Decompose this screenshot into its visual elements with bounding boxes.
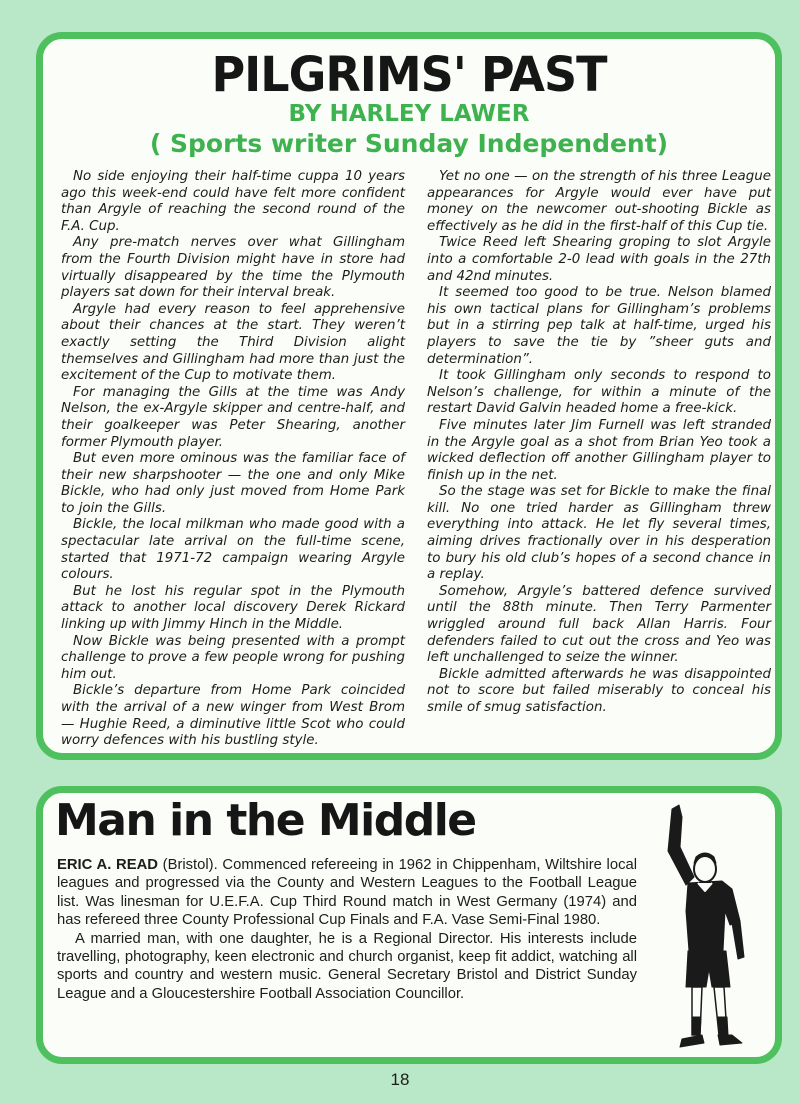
- paragraph: Twice Reed left Shearing groping to slot Argyle into a comfortable 2-0 lead with goals in the 27th and 42nd minutes.: [427, 235, 771, 284]
- referee-name: ERIC A. READ: [57, 857, 158, 873]
- page-number: 18: [390, 1070, 410, 1089]
- profile-panel: [36, 786, 782, 1064]
- profile-title: Man in the Middle: [55, 795, 476, 846]
- author-role: ( Sports writer Sunday Independent): [149, 129, 669, 158]
- paragraph: For managing the Gills at the time was Andy Nelson, the ex-Argyle skipper and centre-half, and their goalkeeper was Peter Shearing, another former Plymouth player.: [61, 384, 405, 450]
- article-panel: [36, 32, 782, 760]
- article-column-left: [61, 169, 405, 750]
- paragraph: Bickle admitted afterwards he was disappointed not to score but failed miserably to conceal his smile of smug satisfaction.: [427, 666, 771, 715]
- paragraph: So the stage was set for Bickle to make the final kill. No one tried harder as Gillingham threw everything into attack. He let fly several times, aiming drives fractionally over in his desperation to bury his old club’s hopes of a second chance in a replay.: [427, 484, 771, 583]
- paragraph: Now Bickle was being presented with a prompt challenge to prove a few people wrong for pushing him out.: [61, 633, 405, 682]
- paragraph: It seemed too good to be true. Nelson blamed his own tactical plans for Gillingham’s problems but in a stirring pep talk at half-time, urged his players to save the tie by ”sheer guts and determination”.: [427, 285, 771, 367]
- paragraph: But even more ominous was the familiar face of their new sharpshooter — the one and only Mike Bickle, who had only just moved from Home Park to join the Gills.: [61, 451, 405, 516]
- paragraph: Argyle had every reason to feel apprehensive about their chances at the start. They weren’t exactly setting the Third Division alight themselves and Gillingham had more than just the excitement of the Cup to motivate them.: [61, 301, 405, 384]
- paragraph: Five minutes later Jim Furnell was left stranded in the Argyle goal as a shot from Brian Yeo took a wicked deflection off another Gillingham player to finish up in the net.: [427, 417, 771, 483]
- profile-bio: [57, 856, 637, 1003]
- paragraph: No side enjoying their half-time cuppa 10 years ago this week-end could have felt more confident than Argyle of reaching the second round of the F.A. Cup.: [61, 169, 405, 234]
- paragraph: Bickle’s departure from Home Park coincided with the arrival of a new winger from West Brom — Hughie Reed, a diminutive little Scot who could worry defences with his bustling style.: [61, 683, 405, 749]
- article-title: PILGRIMS' PAST: [211, 45, 607, 103]
- paragraph: But he lost his regular spot in the Plymouth attack to another local discovery Derek Rickard linking up with Jimmy Hinch in the Middle.: [61, 583, 405, 633]
- paragraph: Bickle, the local milkman who made good with a spectacular late arrival on the full-time scene, started that 1971-72 campaign wearing Argyle colours.: [61, 517, 405, 583]
- paragraph: Any pre-match nerves over what Gillingham from the Fourth Division might have in store had virtually disappeared by the time the Plymouth players sat down for their interval break.: [61, 235, 405, 301]
- bio-text: (Bristol). Commenced refereeing in 1962 in Chippenham, Wiltshire local leagues and progressed via the County and Western Leagues to the Football League list. Was linesman for U.E.F.A. Cup Third Round match in West Germany (1974) and has refereed three County Professional Cup Finals and F.A. Vase Semi-Final 1980.: [57, 857, 637, 929]
- article-column-right: [427, 169, 771, 717]
- paragraph: Yet no one — on the strength of his three League appearances for Argyle would ever have put money on the newcomer out-shooting Bickle as effectively as he did in the first-half of this Cup tie.: [427, 169, 771, 234]
- bio-paragraph: [57, 856, 637, 930]
- bio-paragraph: A married man, with one daughter, he is a Regional Director. His interests include travelling, photography, keen electronic and church organist, keep fit addict, watching all sports and country and western music. General Secretary Bristol and District Sunday League and a Gloucestershire Football Association Councillor.: [57, 930, 637, 1002]
- article-byline: BY HARLEY LAWER: [288, 101, 530, 127]
- paragraph: Somehow, Argyle’s battered defence survived until the 88th minute. Then Terry Parmenter wriggled around full back Allan Harris. Four defenders failed to cut out the cross and Yeo was left unchallenged to seize the winner.: [427, 583, 771, 666]
- paragraph: It took Gillingham only seconds to respond to Nelson’s challenge, for within a minute of the restart David Galvin headed home a free-kick.: [427, 368, 771, 417]
- referee-figure-icon: [658, 801, 768, 1056]
